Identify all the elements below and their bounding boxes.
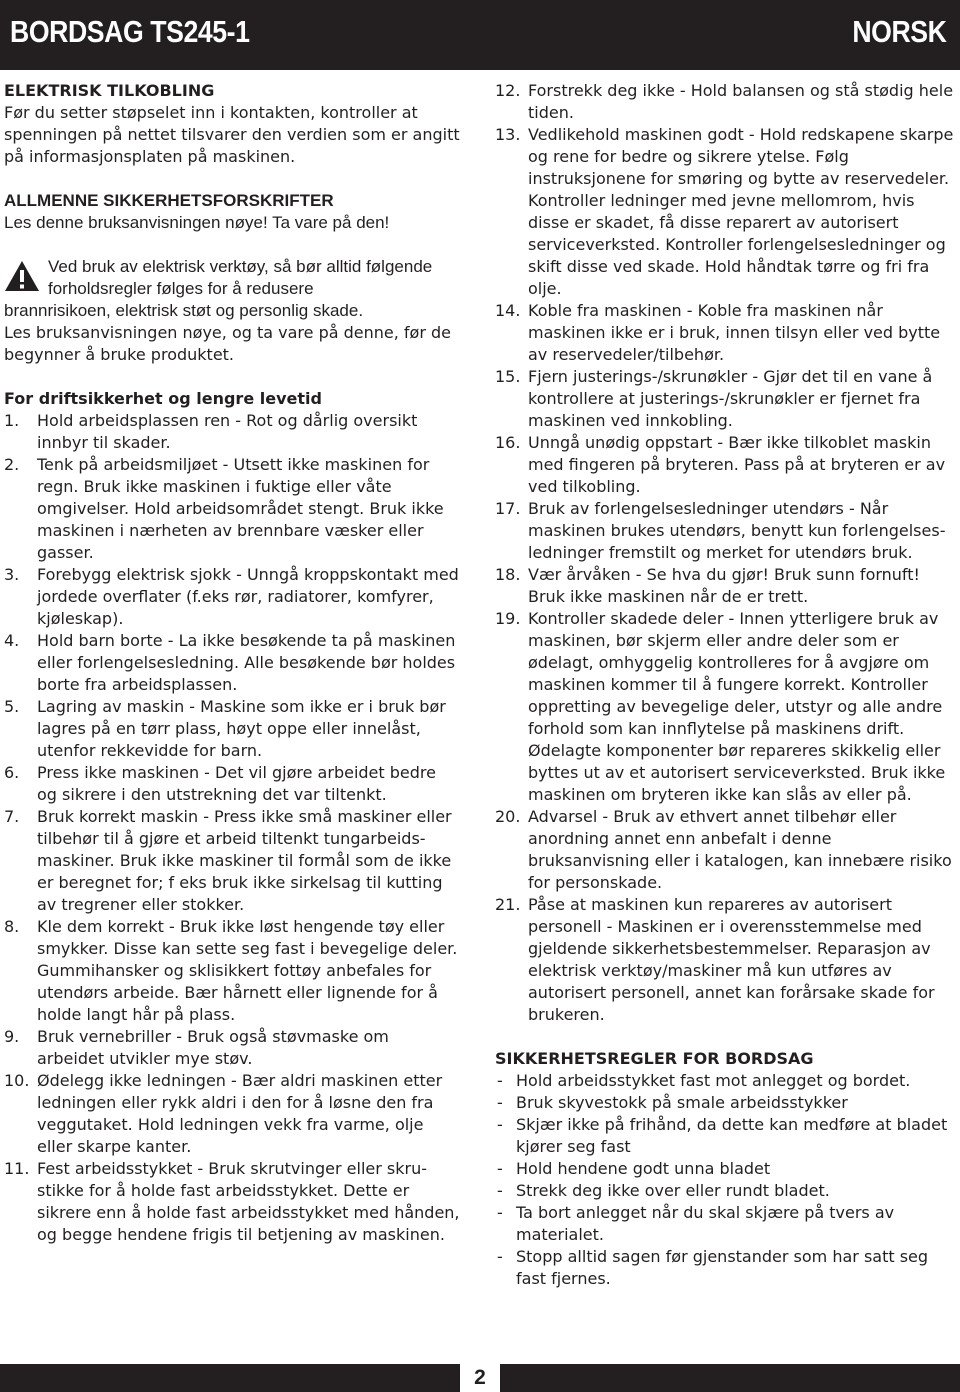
header-bar bbox=[0, 0, 960, 70]
list-item-text: Bruk vernebriller - Bruk også støvmaske om arbeidet utvikler mye støv. bbox=[37, 1027, 389, 1068]
list-item bbox=[495, 806, 957, 894]
warning-text: Ved bruk av elektrisk verktøy, så bør alltid følgende forholdsregler følges for å redusere bbox=[48, 257, 433, 298]
safety-list-left bbox=[4, 410, 460, 1246]
list-item-text: Forebygg elektrisk sjokk - Unngå kroppskontakt med jordede overflater (f.eks rør, radiatorer, komfyrer, kjøleskap). bbox=[37, 565, 459, 628]
list-item bbox=[495, 80, 957, 124]
dash-marker: - bbox=[497, 1247, 503, 1266]
warning-continuation: brannrisikoen, elektrisk støt og personlig skade. bbox=[4, 301, 364, 320]
list-item-number: 21. bbox=[495, 895, 521, 914]
list-item-text: Advarsel - Bruk av ethvert annet tilbehør eller anordning annet enn anbefalt i denne bruksanvisning eller i katalogen, kan innebære risiko for personskade. bbox=[528, 807, 952, 892]
right-column bbox=[495, 80, 957, 1290]
list-item-number: 8. bbox=[4, 917, 20, 936]
list-item-number: 7. bbox=[4, 807, 20, 826]
list-item-number: 13. bbox=[495, 125, 521, 144]
list-item-text: Vær årvåken - Se hva du gjør! Bruk sunn fornuft! Bruk ikke maskinen når de er trett. bbox=[528, 565, 920, 606]
page-number: 2 bbox=[460, 1364, 500, 1392]
electric-heading: ELEKTRISK TILKOBLING bbox=[4, 81, 215, 100]
list-item bbox=[4, 1026, 460, 1070]
list-item bbox=[4, 1070, 460, 1158]
dash-marker: - bbox=[497, 1203, 503, 1222]
read-manual-text: Les bruksanvisningen nøye, og ta vare på denne, før de begynner å bruke produktet. bbox=[4, 323, 451, 364]
list-item-text: Ødelegg ikke ledningen - Bær aldri maskinen etter ledningen eller rykk aldri i den for å løsne den fra veggutaket. Hold ledningen vekk fra varme, olje eller skarpe kanter. bbox=[37, 1071, 443, 1156]
list-item bbox=[495, 498, 957, 564]
saw-rule-item bbox=[495, 1180, 957, 1202]
saw-rule-item bbox=[495, 1158, 957, 1180]
list-item-number: 3. bbox=[4, 565, 20, 584]
list-item-number: 20. bbox=[495, 807, 521, 826]
saw-rule-item bbox=[495, 1070, 957, 1092]
list-item-text: Koble fra maskinen - Koble fra maskinen når maskinen ikke er i bruk, innen tilsyn eller ved bytte av reservedeler/tilbehør. bbox=[528, 301, 941, 364]
list-item-number: 16. bbox=[495, 433, 521, 452]
list-item bbox=[4, 454, 460, 564]
list-item bbox=[495, 300, 957, 366]
list-item-text: Bruk av forlengelsesledninger utendørs - Når maskinen brukes utendørs, benytt kun forlengelses-ledninger fremstilt og merket for utendørs bruk. bbox=[528, 499, 946, 562]
saw-rule-item bbox=[495, 1092, 957, 1114]
saw-rule-text: Bruk skyvestokk på smale arbeidsstykker bbox=[516, 1093, 848, 1112]
safety-heading: For driftsikkerhet og lengre levetid bbox=[4, 389, 322, 408]
list-item bbox=[4, 696, 460, 762]
list-item bbox=[495, 366, 957, 432]
list-item-text: Kontroller skadede deler - Innen ytterligere bruk av maskinen, bør skjerm eller andre deler som er ødelagt, omhyggelig kontrolleres for å avgjøre om maskinen kommer til å fungere korrekt. Kontroller oppretting av bevegelige deler, utstyr og alle andre forhold som kan innflytelse på maskinens drift. Ødelagte komponenter bør repareres skikkelig eller byttes ut av et autorisert serviceverksted. Bruk ikke maskinen om bryteren ikke kan slås av eller på. bbox=[528, 609, 946, 804]
saw-rule-item bbox=[495, 1202, 957, 1246]
list-item-text: Tenk på arbeidsmiljøet - Utsett ikke maskinen for regn. Bruk ikke maskinen i fuktige eller våte omgivelser. Hold arbeidsområdet stengt. Bruk ikke maskinen i nærheten av brennbare væsker eller gasser. bbox=[37, 455, 444, 562]
list-item-text: Hold arbeidsplassen ren - Rot og dårlig oversikt innbyr til skader. bbox=[37, 411, 418, 452]
saw-rule-text: Stopp alltid sagen før gjenstander som har satt seg fast fjernes. bbox=[516, 1247, 929, 1288]
list-item bbox=[4, 806, 460, 916]
list-item-text: Press ikke maskinen - Det vil gjøre arbeidet bedre og sikrere i den utstrekning det var tiltenkt. bbox=[37, 763, 436, 804]
saw-rules-list bbox=[495, 1070, 957, 1290]
list-item-text: Lagring av maskin - Maskine som ikke er i bruk bør lagres på en tørr plass, høyt oppe eller innelåst, utenfor rekkevidde for barn. bbox=[37, 697, 446, 760]
list-item bbox=[4, 1158, 460, 1246]
safety-list-right bbox=[495, 80, 957, 1026]
list-item-number: 15. bbox=[495, 367, 521, 386]
list-item-number: 18. bbox=[495, 565, 521, 584]
saw-rule-text: Hold hendene godt unna bladet bbox=[516, 1159, 771, 1178]
warning-triangle-icon bbox=[4, 260, 40, 292]
list-item-number: 10. bbox=[4, 1071, 30, 1090]
general-text: Les denne bruksanvisningen nøye! Ta vare på den! bbox=[4, 213, 390, 232]
dash-marker: - bbox=[497, 1071, 503, 1090]
list-item-number: 11. bbox=[4, 1159, 30, 1178]
saw-rule-text: Strekk deg ikke over eller rundt bladet. bbox=[516, 1181, 830, 1200]
list-item-number: 17. bbox=[495, 499, 521, 518]
saw-rule-item bbox=[495, 1114, 957, 1158]
electric-text: Før du setter støpselet inn i kontakten, kontroller at spenningen på nettet tilsvarer den verdien som er angitt på informasjonsplaten på maskinen. bbox=[4, 103, 460, 166]
list-item bbox=[495, 564, 957, 608]
language-label: NORSK bbox=[851, 14, 946, 49]
saw-rule-text: Ta bort anlegget når du skal skjære på tvers av materialet. bbox=[516, 1203, 895, 1244]
footer-bar bbox=[0, 1364, 960, 1392]
list-item-text: Vedlikehold maskinen godt - Hold redskapene skarpe og rene for bedre og sikrere ytelse. Følg instruksjonene for smøring og bytte av reservedeler. Kontroller ledninger med jevne mellomrom, hvis disse er skadet, få disse reparert av autorisert serviceverksted. Kontroller forlengelsesledninger og skift disse ved skade. Hold håndtak tørre og fri fra olje. bbox=[528, 125, 954, 298]
list-item-text: Unngå unødig oppstart - Bær ikke tilkoblet maskin med fingeren på bryteren. Pass på at bryteren er av ved tilkobling. bbox=[528, 433, 946, 496]
list-item bbox=[495, 432, 957, 498]
saw-rules-heading: SIKKERHETSREGLER FOR BORDSAG bbox=[495, 1049, 814, 1068]
left-column bbox=[4, 80, 460, 1246]
general-heading: ALLMENNE SIKKERHETSFORSKRIFTER bbox=[4, 191, 334, 210]
list-item-number: 19. bbox=[495, 609, 521, 628]
list-item-text: Kle dem korrekt - Bruk ikke løst hengende tøy eller smykker. Disse kan sette seg fast i bevegelige deler. Gummihansker og sklisikkert fottøy anbefales for utendørs arbeide. Bær hårnett eller lignende for å holde langt hår på plass. bbox=[37, 917, 458, 1024]
list-item-number: 12. bbox=[495, 81, 521, 100]
list-item bbox=[495, 124, 957, 300]
list-item bbox=[4, 630, 460, 696]
dash-marker: - bbox=[497, 1181, 503, 1200]
dash-marker: - bbox=[497, 1159, 503, 1178]
list-item bbox=[4, 916, 460, 1026]
dash-marker: - bbox=[497, 1093, 503, 1112]
list-item-number: 2. bbox=[4, 455, 20, 474]
saw-rule-text: Hold arbeidsstykket fast mot anlegget og bordet. bbox=[516, 1071, 911, 1090]
list-item-number: 1. bbox=[4, 411, 20, 430]
list-item-text: Påse at maskinen kun repareres av autorisert personell - Maskinen er i overensstemmelse med gjeldende sikkerhetsbestemmelser. Reparasjon av elektrisk verktøy/maskiner må kun utføres av autorisert personell, annet kan forårsake skade for brukeren. bbox=[528, 895, 935, 1024]
list-item-number: 6. bbox=[4, 763, 20, 782]
dash-marker: - bbox=[497, 1115, 503, 1134]
list-item-text: Bruk korrekt maskin - Press ikke små maskiner eller tilbehør til å gjøre et arbeid tiltenkt tungarbeids-maskiner. Bruk ikke maskiner til formål som de ikke er beregnet for; f eks bruk ikke sirkelsag til kutting av tregrener eller stokker. bbox=[37, 807, 452, 914]
list-item-text: Fest arbeidsstykket - Bruk skrutvinger eller skru-stikke for å holde fast arbeidsstykket. Dette er sikrere enn å holde fast arbeidsstykket med hånden, og begge hendene frigis til betjening av maskinen. bbox=[37, 1159, 460, 1244]
list-item bbox=[4, 564, 460, 630]
list-item bbox=[4, 410, 460, 454]
list-item-text: Forstrekk deg ikke - Hold balansen og stå stødig hele tiden. bbox=[528, 81, 954, 122]
saw-rule-item bbox=[495, 1246, 957, 1290]
list-item-text: Hold barn borte - La ikke besøkende ta på maskinen eller forlengelsesledning. Alle besøkende bør holdes borte fra arbeidsplassen. bbox=[37, 631, 456, 694]
list-item bbox=[495, 608, 957, 806]
saw-rule-text: Skjær ikke på frihånd, da dette kan medføre at bladet kjører seg fast bbox=[516, 1115, 948, 1156]
document-title: BORDSAG TS245-1 bbox=[10, 14, 250, 49]
list-item-number: 9. bbox=[4, 1027, 20, 1046]
list-item-number: 5. bbox=[4, 697, 20, 716]
list-item bbox=[495, 894, 957, 1026]
list-item bbox=[4, 762, 460, 806]
list-item-text: Fjern justerings-/skrunøkler - Gjør det til en vane å kontrollere at justerings-/skrunøkler er fjernet fra maskinen ved innkobling. bbox=[528, 367, 933, 430]
list-item-number: 4. bbox=[4, 631, 20, 650]
list-item-number: 14. bbox=[495, 301, 521, 320]
warning-block bbox=[4, 256, 460, 300]
